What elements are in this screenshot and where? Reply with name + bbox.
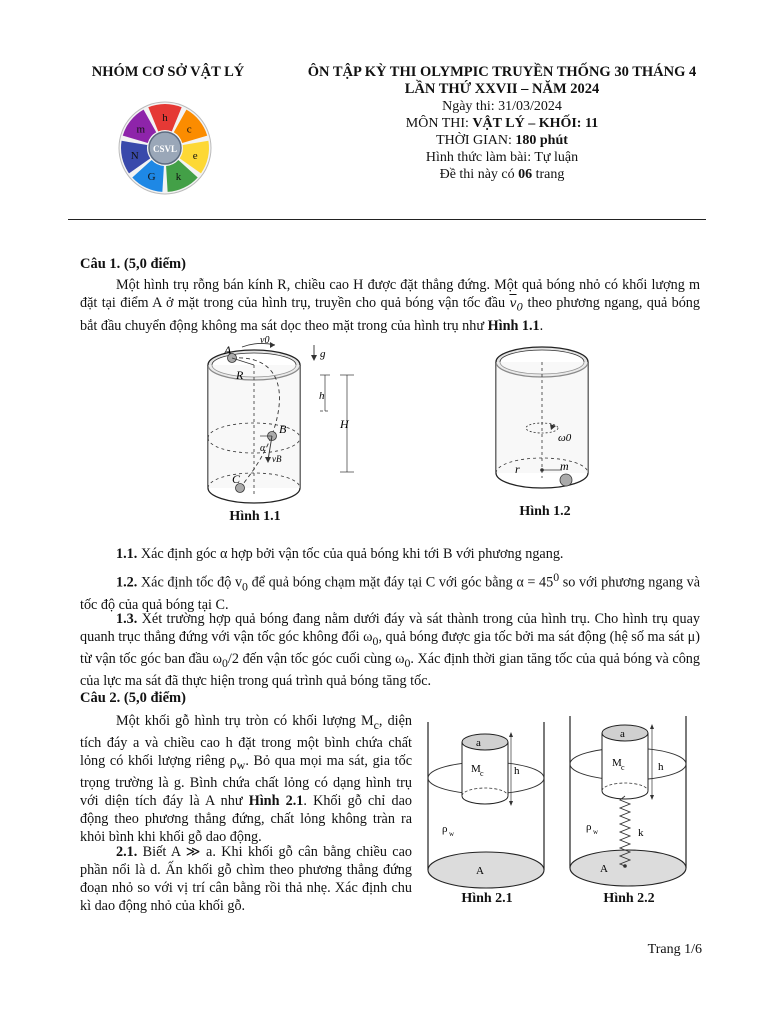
- org-name: NHÓM CƠ SỞ VẬT LÝ: [91, 64, 245, 80]
- logo-segment-letter: k: [175, 170, 182, 183]
- fig21-label-big-a: A: [476, 865, 484, 877]
- fig11-label-b: B: [279, 422, 287, 436]
- exam-time: THỜI GIAN: 180 phút: [436, 133, 568, 148]
- q2-intro: Một khối gỗ hình trụ tròn có khối lượng $M_c$, diện tích đáy a và chiều cao h đặt trong một bình chứa chất lỏng có khối lượng riêng $\rho_w$. Bỏ qua mọi ma sát, gia tốc trọng trường là g. Bình chứa chất lỏng có dạng hình trụ với diện tích đáy là A như Hình 2.1. Khối gỗ chỉ dao động theo phương thẳng đứng, chất lỏng không tràn ra khỏi bình khi khối gỗ dao động.: [80, 713, 412, 845]
- q2-title: Câu 2. (5,0 điểm): [80, 690, 186, 706]
- figure-1-1: [180, 335, 380, 510]
- logo-segment-letter: G: [147, 170, 156, 183]
- fig11-label-vb: vB: [272, 454, 282, 464]
- svg-text:c: c: [480, 769, 484, 778]
- fig21-label-m: M: [471, 763, 481, 775]
- v0-symbol: $\overline{v}_0$: [509, 295, 524, 314]
- logo-segment-letter: e: [192, 149, 198, 162]
- header-divider: [68, 219, 706, 220]
- q1-part-1-2: 1.2. Xác định tốc độ $v_0$ để quả bóng chạm mặt đáy tại C với góc bằng $\alpha = 45^0$ so với phương ngang và tốc độ của quả bóng tại C.: [80, 570, 700, 613]
- fig21-label-rho: ρ: [442, 823, 448, 835]
- logo-segment-letter: h: [162, 112, 168, 124]
- fig12-label-r: r: [515, 462, 520, 476]
- logo-center-text: CSVL: [152, 144, 178, 154]
- exam-title-line1: ÔN TẬP KỲ THI OLYMPIC TRUYỀN THỐNG 30 THÁNG 4: [307, 64, 697, 80]
- figure-1-2: [490, 340, 600, 500]
- fig12-caption: Hình 1.2: [519, 504, 571, 519]
- fig11-label-c: C: [232, 472, 241, 486]
- exam-date: Ngày thi: 31/03/2024: [442, 99, 562, 114]
- page-number: Trang 1/6: [647, 942, 702, 957]
- svg-text:c: c: [621, 763, 625, 772]
- org-logo: [117, 100, 213, 196]
- fig22-caption: Hình 2.2: [603, 891, 655, 906]
- figure-2-2: [566, 716, 696, 890]
- fig11-label-big-h: H: [340, 417, 349, 431]
- fig22-label-big-a: A: [600, 863, 608, 875]
- logo-segment-letter: m: [136, 123, 146, 136]
- exam-format: Hình thức làm bài: Tự luận: [425, 150, 579, 165]
- fig11-label-alpha: α: [260, 443, 266, 454]
- figure-2-1: [424, 722, 554, 890]
- fig12-label-omega: ω0: [558, 432, 572, 444]
- fig22-label-a: a: [620, 728, 625, 740]
- fig11-caption: Hình 1.1: [229, 509, 281, 524]
- fig11-label-h: h: [319, 390, 325, 402]
- svg-text:w: w: [593, 828, 599, 836]
- exam-header: [280, 64, 724, 183]
- fig21-label-h: h: [514, 765, 520, 777]
- fig12-label-m: m: [560, 459, 569, 473]
- fig11-label-a: A: [224, 343, 232, 357]
- fig21-caption: Hình 2.1: [461, 891, 513, 906]
- logo-segment-letter: c: [186, 123, 192, 136]
- fig21-label-a: a: [476, 737, 481, 749]
- fig22-label-k: k: [638, 827, 644, 839]
- q1-part-1-1: 1.1. Xác định góc α hợp bởi vận tốc của quả bóng khi tới B với phương ngang.: [116, 546, 564, 562]
- exam-pages: Đề thi này có 06 trang: [439, 167, 565, 182]
- exam-title-line2: LẦN THỨ XXVII – NĂM 2024: [404, 81, 600, 97]
- fig22-label-m: M: [612, 757, 622, 769]
- q1-part-1-3: 1.3. Xét trường hợp quả bóng đang nằm dưới đáy và sát thành trong của hình trụ. Cho hình trụ quay quanh trục thẳng đứng với vận tốc góc không đổi $\omega_0$, quả bóng được gia tốc bởi ma sát động (hệ số ma sát μ) từ vận tốc góc ban đầu $\omega_0/2$ đến vận tốc góc cuối cùng $\omega_0$. Xác định thời gian tăng tốc của quả bóng và công của lực ma sát đã thực hiện trong quá trình quả bóng tăng tốc.: [80, 611, 700, 689]
- fig22-label-rho: ρ: [586, 821, 592, 833]
- logo-segment-letter: N: [130, 149, 139, 162]
- fig11-label-v0: v0: [260, 335, 270, 346]
- q1-intro: Một hình trụ rỗng bán kính R, chiều cao H được đặt thẳng đứng. Một quả bóng nhỏ có khối lượng m đặt tại điểm A ở mặt trong của hình trụ, truyền cho quả bóng vận tốc đầu $\overline{v}_0$ theo phương ngang, quả bóng bắt đầu chuyển động không ma sát dọc theo mặt trong của hình trụ như Hình 1.1.: [80, 277, 700, 334]
- fig11-label-r: R: [236, 368, 244, 382]
- fig22-label-h: h: [658, 761, 664, 773]
- fig11-label-g: g: [320, 348, 326, 360]
- q1-title: Câu 1. (5,0 điểm): [80, 256, 186, 272]
- svg-text:w: w: [449, 830, 455, 838]
- q2-part-2-1: 2.1. Biết A ≫ a. Khi khối gỗ cân bằng chiều cao phần nổi là d. Ấn khối gỗ chìm theo phương thẳng đứng đoạn nhỏ so với vị trí cân bằng rồi thả nhẹ. Xác định chu kì dao động nhỏ của khối gỗ.: [80, 844, 412, 914]
- exam-subject: MÔN THI: VẬT LÝ – KHỐI: 11: [405, 116, 599, 131]
